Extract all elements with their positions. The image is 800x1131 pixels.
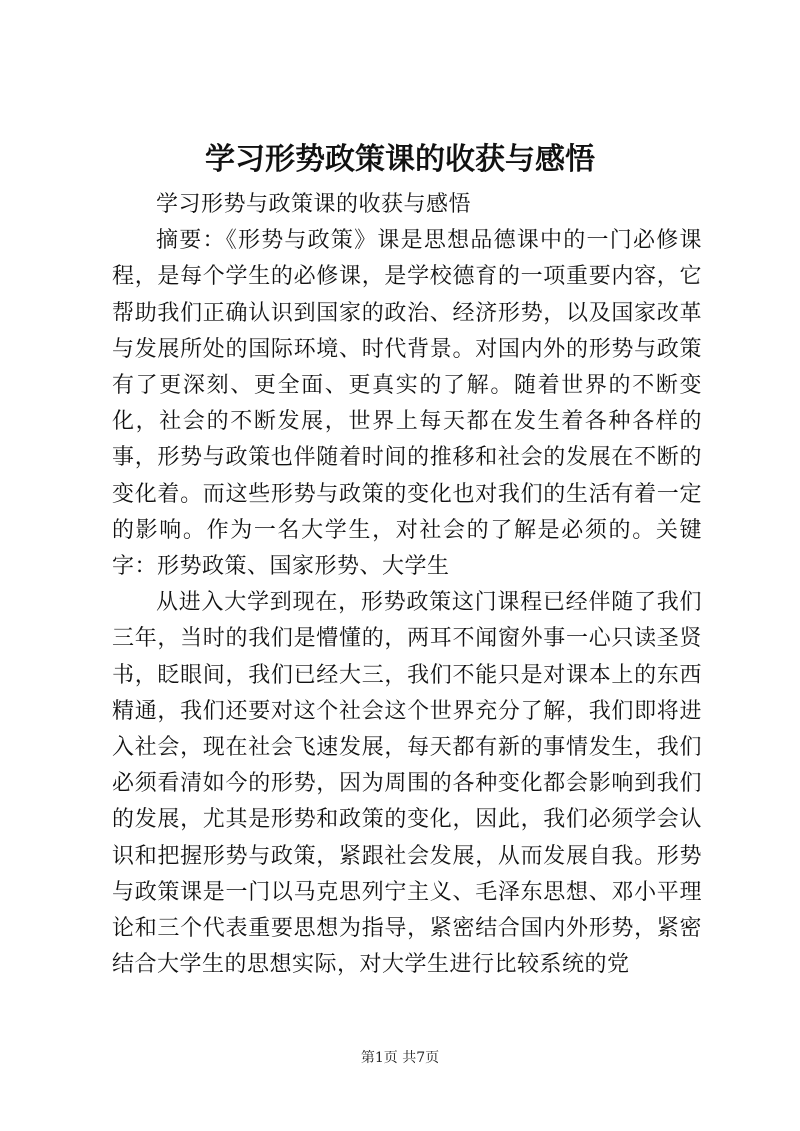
document-body bbox=[112, 187, 702, 983]
document-title: 学习形势政策课的收获与感悟 bbox=[205, 142, 595, 177]
page-number-footer: 第1页 共7页 bbox=[360, 1050, 440, 1066]
subtitle-paragraph: 学习形势与政策课的收获与感悟 bbox=[156, 192, 472, 217]
abstract-paragraph: 摘要：《形势与政策》课是思想品德课中的一门必修课程，是每个学生的必修课，是学校德育的一项重要内容，它帮助我们正确认识到国家的政治、经济形势，以及国家改革与发展所处的国际环境、时代背景。对国内外的形势与政策有了更深刻、更全面、更真实的了解。随着世界的不断变化，社会的不断发展，世界上每天都在发生着各种各样的事，形势与政策也伴随着时间的推移和社会的发展在不断的变化着。而这些形势与政策的变化也对我们的生活有着一定的影响。作为一名大学生，对社会的了解是必须的。关键字：形势政策、国家形势、大学生 bbox=[112, 228, 702, 580]
body-paragraph: 从进入大学到现在，形势政策这门课程已经伴随了我们三年，当时的我们是懵懂的，两耳不闻窗外事一心只读圣贤书，眨眼间，我们已经大三，我们不能只是对课本上的东西精通，我们还要对这个社会这个世界充分了解，我们即将进入社会，现在社会飞速发展，每天都有新的事情发生，我们必须看清如今的形势，因为周围的各种变化都会影响到我们的发展，尤其是形势和政策的变化，因此，我们必须学会认识和把握形势与政策，紧跟社会发展，从而发展自我。形势与政策课是一门以马克思列宁主义、毛泽东思想、邓小平理论和三个代表重要思想为指导，紧密结合国内外形势，紧密结合大学生的思想实际，对大学生进行比较系统的党 bbox=[112, 590, 702, 978]
